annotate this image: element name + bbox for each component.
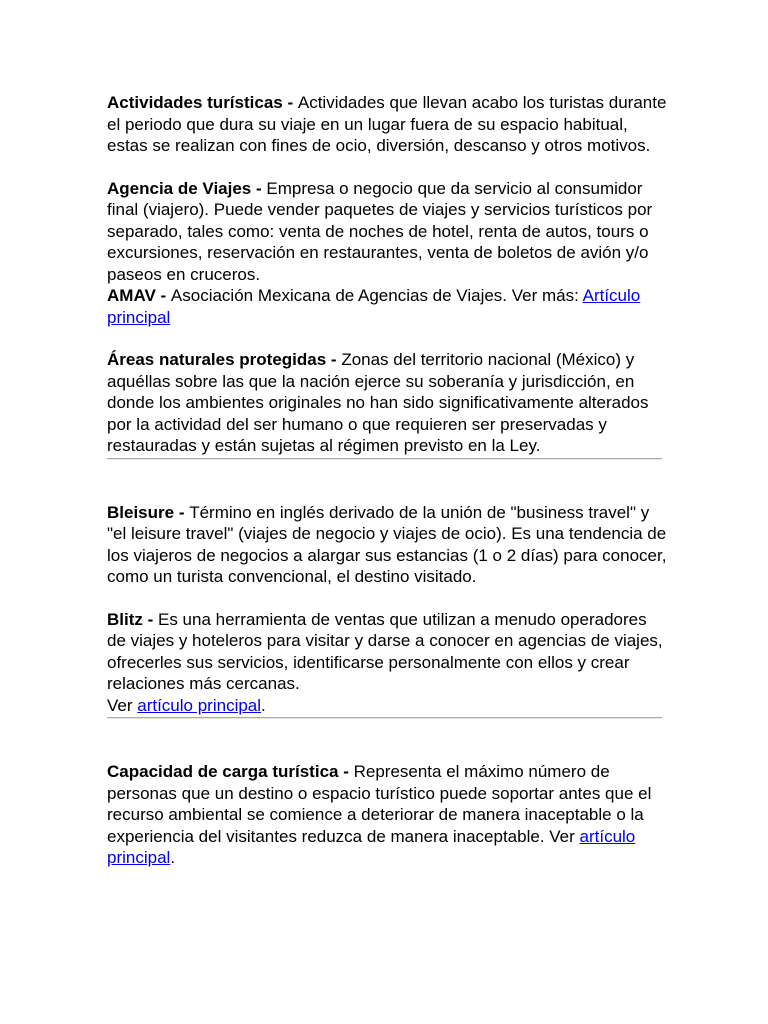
entry-term: Actividades turísticas [107,93,283,112]
entry-see-also: Ver [107,695,138,715]
entry-definition: Actividades que llevan acabo los turistas durante el periodo que dura su viaje en un lugar fuera de su espacio habitual, estas se realizan con fines de ocio, diversión, descanso y otros motivos. [107,93,667,155]
glossary-entry-amav [107,285,667,328]
glossary [107,92,667,869]
entry-definition: Asociación Mexicana de Agencias de Viajes. Ver más: [170,286,583,305]
section-divider [107,717,662,719]
glossary-entry-capacidad-de-carga [107,761,667,869]
entry-definition: Representa el máximo número de personas que un destino o espacio turístico puede soportar antes que el recurso ambiental se comience a deteriorar de manera inaceptable o la experiencia del visitantes reduzca de manera inaceptable. Ver [107,762,652,846]
entry-separator: - [338,762,354,781]
entry-separator: - [174,502,190,522]
glossary-entry-blitz [107,609,667,717]
entry-term: Capacidad de carga turística [107,762,339,781]
entry-term: Agencia de Viajes [107,178,252,198]
entry-term: AMAV [107,286,156,305]
entry-definition: Término en inglés derivado de la unión de "business travel" y "el leisure travel" (viajes de negocio y viajes de ocio). Es una tendencia de los viajeros de negocios a alargar sus estancias (1 o 2 días) para conocer, como un turista convencional, el destino visitado. [107,502,667,586]
entry-definition: Es una herramienta de ventas que utilizan a menudo operadores de viajes y hoteleros para visitar y darse a conocer en agencias de viajes, ofrecerles sus servicios, identificarse personalmente con ellos y crear relaciones más cercanas. [107,609,663,693]
entry-definition: Zonas del territorio nacional (México) y aquéllas sobre las que la nación ejerce su soberanía y jurisdicción, en donde los ambientes originales no han sido significativamente alterados por la actividad del ser humano o que requieren ser preservadas y restauradas y están sujetas al régimen previsto en la Ley. [107,350,649,455]
entry-separator: - [155,286,171,305]
entry-term: Bleisure [107,502,175,522]
entry-tail: . [170,848,176,867]
entry-separator: - [251,178,267,198]
entry-separator: - [326,350,342,369]
entry-tail: . [261,695,266,715]
entry-separator: - [282,93,298,112]
entry-separator: - [142,609,158,629]
glossary-entry-agencia-de-viajes [107,178,667,286]
articulo-principal-link[interactable]: artículo principal [107,826,636,867]
section-divider [107,458,662,460]
entry-term: Áreas naturales protegidas [107,350,327,369]
entry-definition: Empresa o negocio que da servicio al consumidor final (viajero). Puede vender paquetes de viajes y servicios turísticos por separado, tales como: venta de noches de hotel, renta de autos, tours o excursiones, reservación en restaurantes, venta de boletos de avión y/o paseos en cruceros. [107,178,653,284]
glossary-entry-areas-naturales-protegidas [107,349,667,457]
entry-term: Blitz [107,609,143,629]
articulo-principal-link[interactable]: Artículo principal [107,286,641,327]
glossary-entry-bleisure [107,502,667,588]
articulo-principal-link[interactable]: artículo principal [137,695,262,715]
glossary-entry-actividades-turisticas [107,92,667,157]
